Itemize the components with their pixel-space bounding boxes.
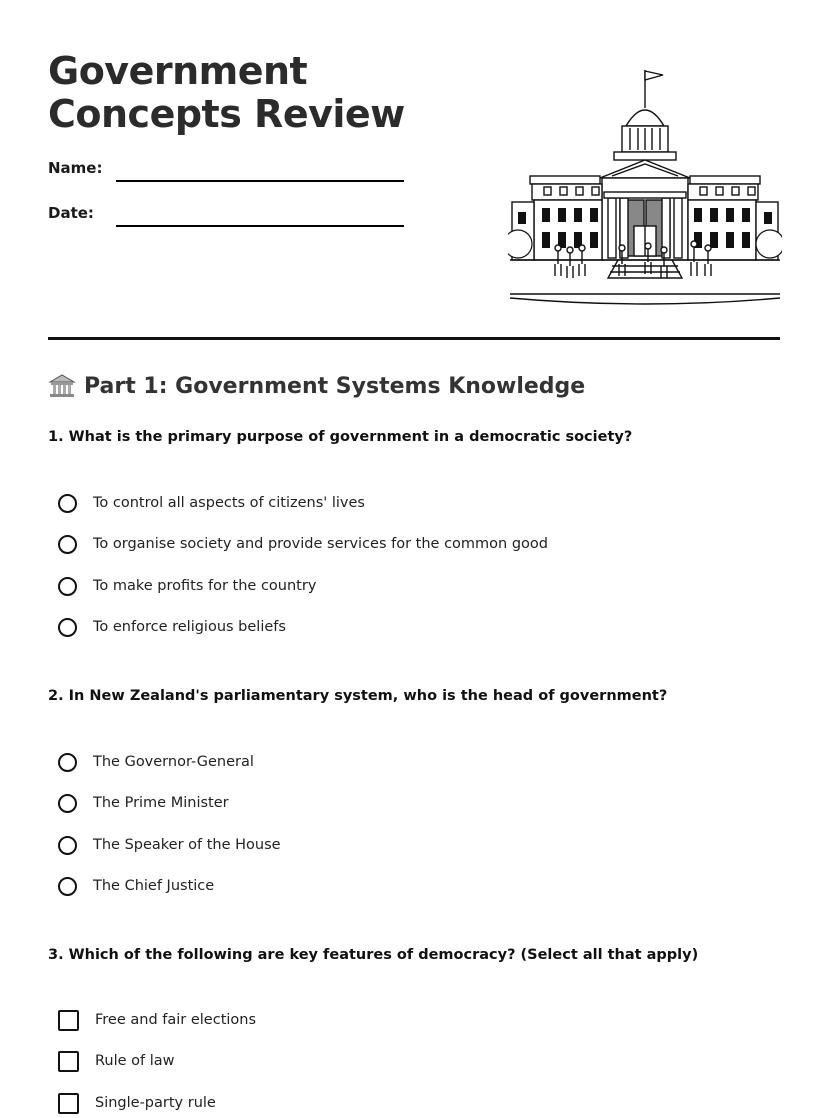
- name-label: Name:: [48, 159, 103, 177]
- radio-button[interactable]: [58, 577, 77, 596]
- question-3: 3. Which of the following are key features of democracy? (Select all that apply): [48, 947, 699, 963]
- q1-option-3[interactable]: [58, 574, 316, 598]
- option-label: The Chief Justice: [93, 878, 215, 894]
- q3-option-3[interactable]: [58, 1091, 216, 1115]
- part1-title: Part 1: Government Systems Knowledge: [84, 373, 586, 399]
- q2-option-4[interactable]: [58, 874, 214, 898]
- q1-option-1[interactable]: [58, 491, 365, 515]
- radio-button[interactable]: [58, 494, 77, 513]
- option-label: The Speaker of the House: [93, 837, 281, 853]
- checkbox[interactable]: [58, 1010, 79, 1031]
- checkbox[interactable]: [58, 1093, 79, 1114]
- q3-option-1[interactable]: [58, 1008, 256, 1032]
- q1-option-2[interactable]: [58, 532, 548, 556]
- radio-button[interactable]: [58, 794, 77, 813]
- date-label: Date:: [48, 204, 94, 222]
- worksheet-title: Government Concepts Review: [48, 49, 405, 136]
- classical-building-icon: [48, 372, 76, 400]
- option-label: Rule of law: [95, 1053, 175, 1069]
- option-label: To control all aspects of citizens' lives: [93, 495, 365, 511]
- q2-option-3[interactable]: [58, 833, 281, 857]
- option-label: To organise society and provide services for the common good: [93, 536, 548, 552]
- radio-button[interactable]: [58, 618, 77, 637]
- option-label: To enforce religious beliefs: [93, 619, 286, 635]
- header-divider: [48, 337, 780, 340]
- radio-button[interactable]: [58, 535, 77, 554]
- part1-heading: [48, 372, 585, 400]
- radio-button[interactable]: [58, 753, 77, 772]
- government-building-illustration: [508, 66, 782, 312]
- q1-option-4[interactable]: [58, 615, 286, 639]
- radio-button[interactable]: [58, 836, 77, 855]
- q3-option-2[interactable]: [58, 1049, 175, 1073]
- radio-button[interactable]: [58, 877, 77, 896]
- question-2: 2. In New Zealand's parliamentary system, who is the head of government?: [48, 688, 668, 704]
- date-field[interactable]: [116, 225, 404, 227]
- option-label: Single-party rule: [95, 1095, 216, 1111]
- option-label: The Governor-General: [93, 754, 254, 770]
- q2-option-1[interactable]: [58, 750, 254, 774]
- option-label: To make profits for the country: [93, 578, 317, 594]
- name-field[interactable]: [116, 180, 404, 182]
- q2-option-2[interactable]: [58, 791, 229, 815]
- checkbox[interactable]: [58, 1051, 79, 1072]
- option-label: The Prime Minister: [93, 795, 229, 811]
- option-label: Free and fair elections: [95, 1012, 257, 1028]
- question-1: 1. What is the primary purpose of government in a democratic society?: [48, 429, 633, 445]
